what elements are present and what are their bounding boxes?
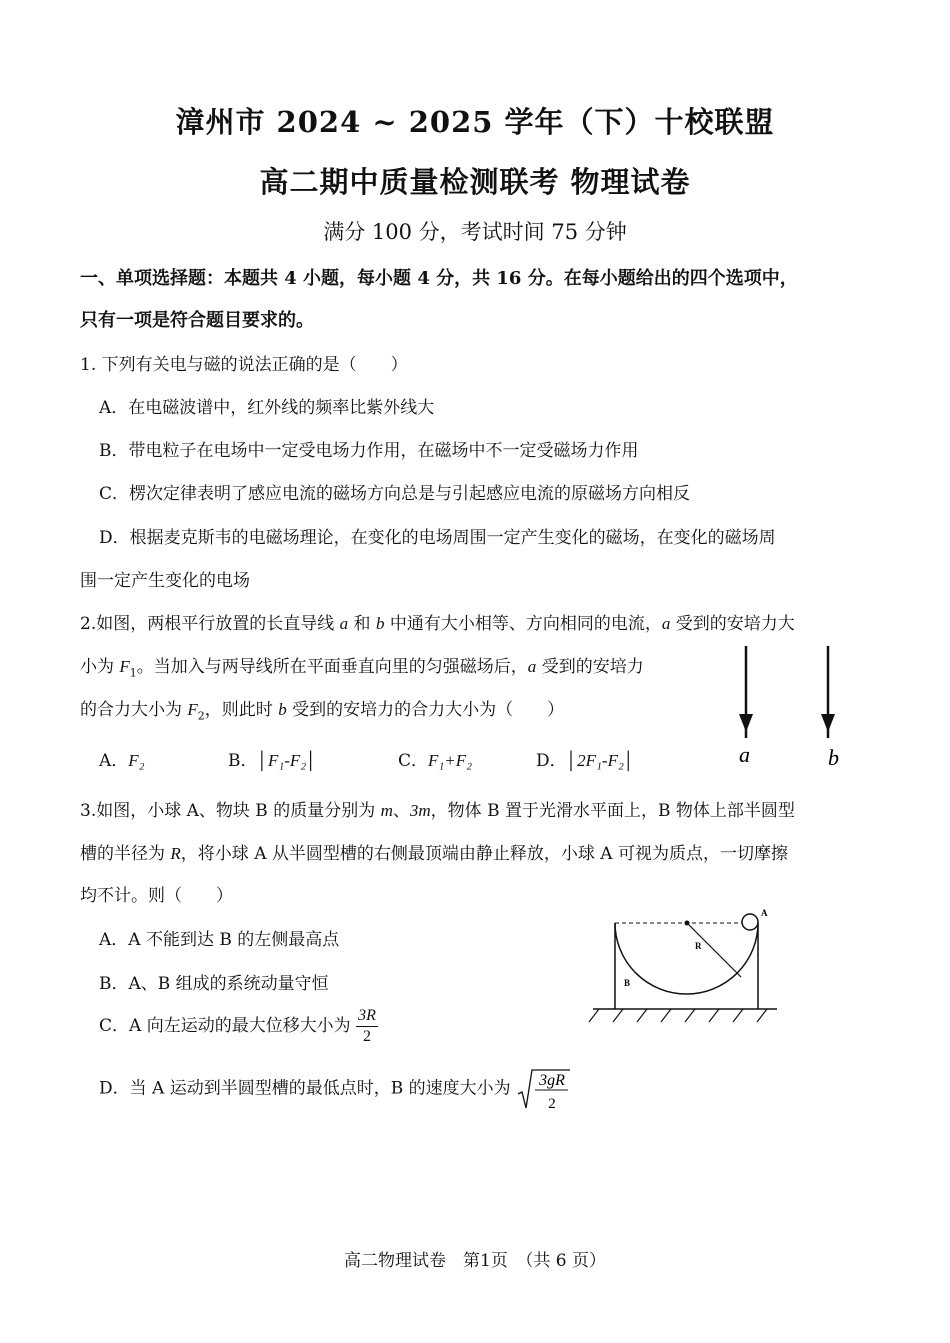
q2-option-a: A．F₂ [99, 751, 145, 771]
page-footer: 高二物理试卷 第1页 （共 6 页） [344, 1251, 606, 1271]
exam-subtitle: 满分 100 分，考试时间 75 分钟 [323, 220, 627, 244]
q1-option-c: C．楞次定律表明了感应电流的磁场方向总是与引起感应电流的原磁场方向相反 [99, 484, 691, 504]
wire-b-current-arrow [821, 714, 835, 732]
svg-text:2: 2 [548, 1096, 556, 1112]
q3-option-d: D．当 A 运动到半圆型槽的最低点时，B 的速度大小为 3gR 2 [99, 1066, 572, 1112]
wire-a [739, 646, 753, 738]
block-b-label: B [624, 978, 631, 988]
q2-wires-diagram [720, 640, 860, 775]
section1-instruction-line1: 一、单项选择题：本题共 4 小题，每小题 4 分，共 16 分。在每小题给出的四个选项中， [80, 268, 798, 289]
block-b [615, 923, 758, 1009]
radius-label: R [695, 941, 702, 951]
svg-text:3gR: 3gR [539, 1072, 565, 1089]
q1-option-b: B．带电粒子在电场中一定受电场力作用，在磁场中不一定受磁场力作用 [99, 441, 639, 461]
exam-title-line2: 高二期中质量检测联考 物理试卷 [259, 165, 691, 199]
wire-a-current-arrow [739, 714, 753, 732]
q3-stem-line2: 槽的半径为 R，将小球 A 从半圆型槽的右侧最顶端由静止释放，小球 A 可视为质点，一切摩擦 [80, 844, 788, 864]
q2-option-b: B．│F₁-F₂│ [228, 751, 317, 771]
q1-option-d-line1: D．根据麦克斯韦的电磁场理论，在变化的电场周围一定产生变化的磁场，在变化的磁场周 [99, 528, 776, 548]
wire-b [821, 646, 835, 738]
q3-option-c: C．A 向左运动的最大位移大小为 $\frac{3R}{2}$ [99, 1007, 376, 1045]
exam-title-line1: 漳州市 2024 ~ 2025 学年（下）十校联盟 [175, 105, 775, 139]
wire-b-label: b [828, 745, 839, 770]
q2-option-c: C．F₁+F₂ [398, 751, 473, 771]
semicircle-groove [615, 923, 758, 994]
q3-option-a: A．A 不能到达 B 的左侧最高点 [99, 930, 340, 950]
ground [589, 1009, 777, 1022]
q3-groove-diagram [585, 905, 785, 1030]
q2-option-d: D．│2F₁-F₂│ [536, 751, 635, 771]
q3-option-b: B．A、B 组成的系统动量守恒 [99, 974, 329, 994]
ball-a [742, 914, 758, 930]
section1-instruction-line2: 只有一项是符合题目要求的。 [80, 310, 314, 331]
q1-option-a: A．在电磁波谱中，红外线的频率比紫外线大 [99, 398, 435, 418]
q1-option-d-line2: 围一定产生变化的电场 [80, 571, 250, 591]
groove-center-dot [685, 921, 690, 926]
q2-stem-line3: 的合力大小为 $F_2$，则此时 b 受到的安培力的合力大小为（ ） [80, 700, 565, 723]
q2-stem-line1: 2.如图，两根平行放置的长直导线 a 和 b 中通有大小相等、方向相同的电流，a 受到的安培力大 [80, 614, 795, 634]
q3-stem-line1: 3.如图，小球 A、物块 B 的质量分别为 m、3m，物体 B 置于光滑水平面上，B 物体上部半圆型 [80, 801, 795, 821]
ball-a-label: A [761, 908, 768, 918]
q2-stem-line2: 小为 $F_1$。当加入与两导线所在平面垂直向里的匀强磁场后，a 受到的安培力 [80, 657, 644, 680]
sqrt-3gr-over-2 [516, 1066, 572, 1112]
fraction-3r-over-2: $\frac{3R}{2}$ [358, 1007, 376, 1045]
q3-stem-line3: 均不计。则（ ） [80, 886, 233, 906]
wire-a-label: a [739, 742, 750, 767]
q1-stem: 1. 下列有关电与磁的说法正确的是（ ） [80, 355, 408, 375]
